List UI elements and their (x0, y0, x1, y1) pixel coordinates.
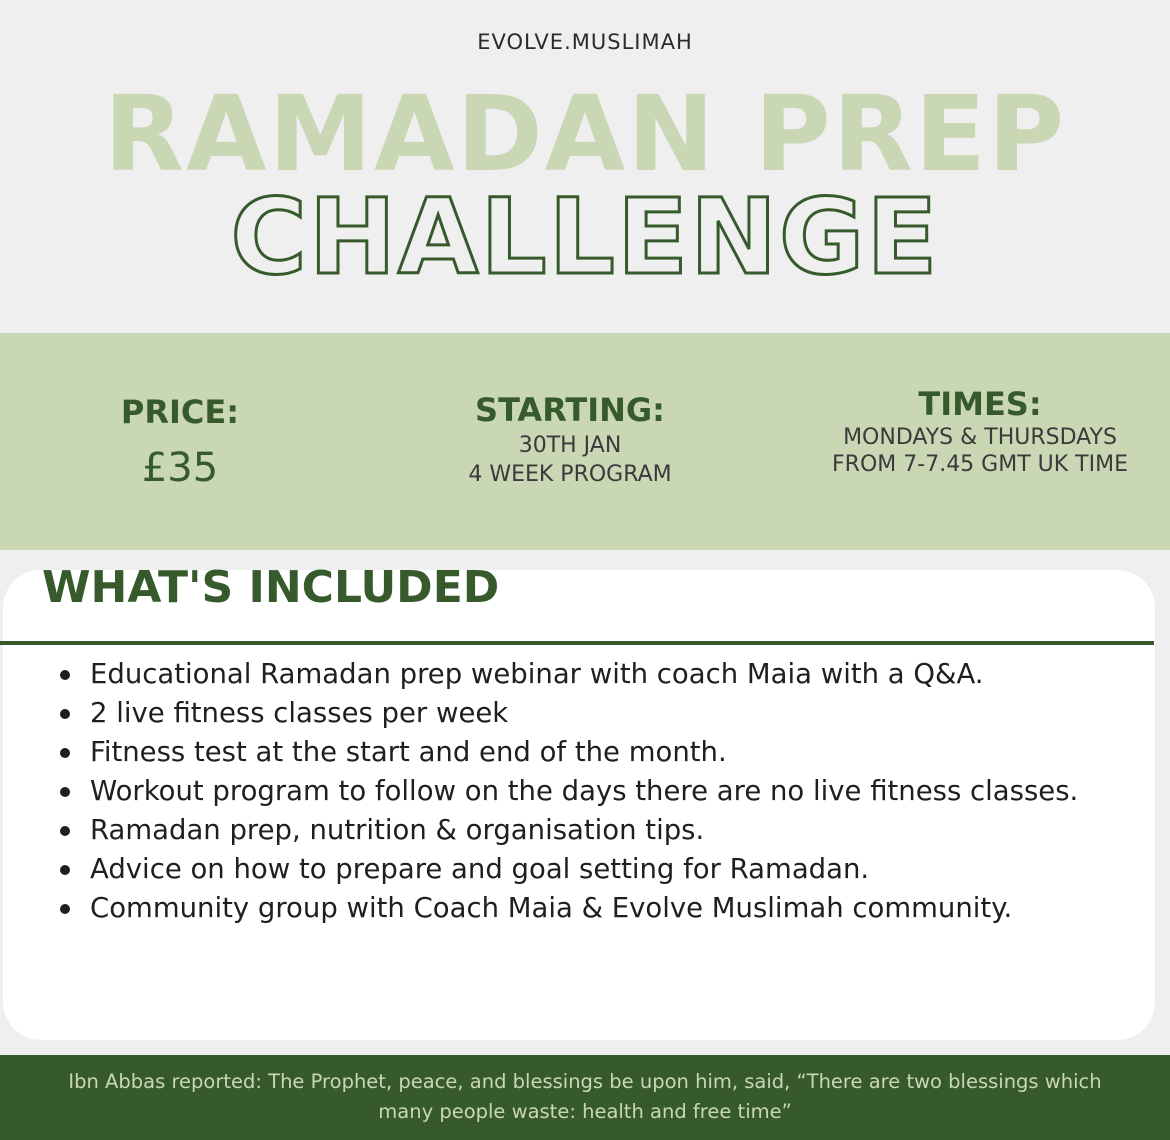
title-line-1: RAMADAN PREP (103, 73, 1067, 195)
price-value: £35 (141, 445, 219, 491)
list-item: Ramadan prep, nutrition & organisation tips. (60, 811, 1140, 850)
starting-block (420, 391, 720, 487)
info-band (0, 333, 1170, 550)
list-item: Educational Ramadan prep webinar with coach Maia with a Q&A. (60, 655, 1140, 694)
hadith-quote: Ibn Abbas reported: The Prophet, peace, and blessings be upon him, said, “There are two blessings which many people waste: health and free time” (68, 1070, 1102, 1123)
starting-date: 30TH JAN (518, 433, 622, 458)
brand-name: EVOLVE.MUSLIMAH (477, 30, 693, 54)
title-line-2: CHALLENGE (230, 176, 940, 298)
list-item: Advice on how to prepare and goal setting for Ramadan. (60, 850, 1140, 889)
times-hours: FROM 7-7.45 GMT UK TIME (832, 452, 1128, 477)
list-item: Community group with Coach Maia & Evolve Muslimah community. (60, 889, 1140, 928)
divider (0, 641, 1154, 645)
times-block (790, 385, 1170, 477)
footer-banner (0, 1055, 1170, 1140)
included-list (60, 655, 1140, 928)
price-block (80, 393, 280, 491)
list-item: 2 live fitness classes per week (60, 694, 1140, 733)
starting-label: STARTING: (475, 391, 665, 429)
included-heading: WHAT'S INCLUDED (42, 562, 500, 613)
times-days: MONDAYS & THURSDAYS (843, 425, 1117, 450)
times-label: TIMES: (918, 385, 1042, 423)
list-item: Workout program to follow on the days there are no live fitness classes. (60, 772, 1140, 811)
starting-duration: 4 WEEK PROGRAM (468, 462, 672, 487)
list-item: Fitness test at the start and end of the month. (60, 733, 1140, 772)
price-label: PRICE: (120, 393, 240, 431)
